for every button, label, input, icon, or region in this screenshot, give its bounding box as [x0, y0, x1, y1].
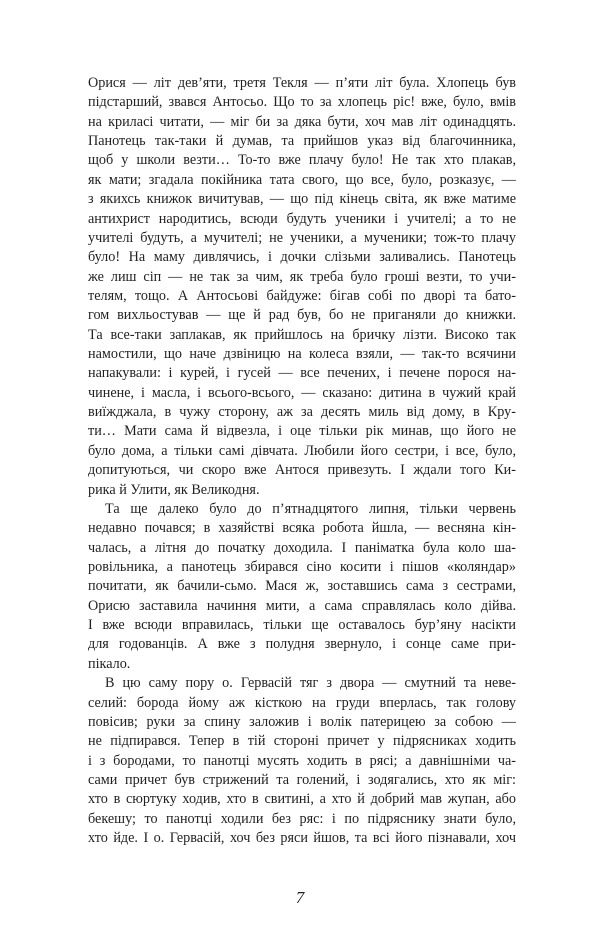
text-line: напакували: і курей, і гусей — все печених, і печене порося на-	[88, 365, 516, 382]
text-line: хто в сюртуку ходив, хто в свитині, а хто й добрий мав жупан, або	[88, 791, 516, 808]
text-line: виїжджала, в чужу сторону, аж за десять миль від дому, в Кру-	[88, 404, 516, 421]
text-line: хто йде. І о. Гервасій, хоч без ряси йшов, та всі його пізнавали, хоч	[88, 830, 516, 847]
body-text	[88, 74, 516, 848]
paragraph	[88, 500, 516, 674]
text-line: Орися — літ дев’яти, третя Текля — п’яти літ була. Хлопець був	[88, 75, 516, 91]
text-line: не підпирався. Тепер в тій стороні причет у підрясниках ходить	[88, 733, 516, 750]
text-line: ровільника, а панотець збирався сіно косити і пішов «коляндар»	[88, 558, 516, 575]
text-line: для годованців. А вже з полудня звернуло, і сонце саме при-	[88, 636, 516, 653]
text-line: щоб у школи везти… То-то вже плачу було! Не так хто плакав,	[88, 152, 516, 169]
text-line: було дома, а тільки самі дівчата. Любили його сестри, і все, було,	[88, 442, 516, 459]
text-line: рика й Улити, як Великодня.	[88, 481, 260, 498]
text-line: Та ще далеко було до п’ятнадцятого липня, тільки червень	[105, 500, 516, 517]
text-line: чалась, а літня до початку доходила. І паніматка була коло ша-	[88, 539, 516, 556]
text-line: на криласі читати, — міг би за дяка бути, хоч мав літ одинадцять.	[88, 113, 516, 130]
text-line: було! На маму дивлячись, і дочки слізьми заливались. Панотець	[88, 249, 516, 266]
paragraph	[88, 74, 516, 500]
text-line: бекешу; то панотці ходили без ряс: і по підряснику знати було,	[88, 810, 516, 827]
text-line: з якихсь книжок вичитував, — що під кінець світа, як вже матиме	[88, 191, 516, 208]
text-line: допитуються, чи скоро вже Антося привезуть. І ждали того Ки-	[88, 462, 516, 479]
text-line: як мати; згадала покійника тата свого, що все, було, розказує, —	[88, 171, 516, 188]
text-line: телям, тощо. А Антосьові байдуже: бігав собі по дворі та бато-	[88, 287, 516, 304]
text-line: почитати, як бачили-сьмо. Мася ж, зоставшись сама з сестрами,	[88, 578, 516, 595]
text-line: Панотець так-таки й думав, та прийшов указ від благочинника,	[88, 133, 516, 150]
text-line: пікало.	[88, 655, 131, 672]
text-line: гом вихльостував — ще й рад був, бо не приганяли до книжки.	[88, 307, 516, 324]
text-line: сами причет був стрижений та голений, і зодягались, хто як міг:	[88, 771, 516, 788]
paragraph	[88, 674, 516, 848]
page-number: 7	[295, 888, 305, 907]
text-line: ти… Мати сама й відвезла, і оце тільки рік минав, що його не	[88, 423, 516, 440]
text-line: Орисю заставила начиння мити, а сама справлялась коло дійва.	[88, 597, 516, 614]
text-line: чинене, і масла, і всього-всього, — сказано: дитина в чужий край	[88, 384, 516, 401]
text-line: же лиш сіп — не так за чим, як треба було гроші везти, то учи-	[88, 268, 516, 285]
text-line: підстарший, звався Антосьо. Що то за хлопець ріс! вже, було, вмів	[88, 94, 516, 111]
text-line: Та все-таки заплакав, як прийшлось на бричку лізти. Високо так	[88, 326, 516, 343]
text-line: В цю саму пору о. Гервасій тяг з двора — смутний та неве-	[105, 675, 516, 692]
text-line: І вже всюди вправилась, тільки ще оставалось бур’яну насікти	[88, 617, 516, 634]
text-line: антихрист народитись, всюди будуть ученики і учителі; а то не	[88, 210, 516, 227]
text-line: учителі будуть, а мучителі; не ученики, а мученики; тож-то плачу	[88, 229, 516, 246]
text-line: недавно почався; в хазяйстві всяка робота йшла, — весняна кін-	[88, 520, 516, 537]
text-line: селий: борода йому аж кісткою на груди вперлась, так голову	[88, 694, 516, 711]
text-line: намостили, що наче дзвіницю на колеса взяли, — так-то всячини	[88, 346, 516, 363]
text-line: і з бородами, то панотці мусять ходить в рясі; а давнішніми ча-	[88, 752, 516, 769]
text-line: повісив; руки за спину заложив і волік патерицею за собою —	[88, 713, 516, 730]
